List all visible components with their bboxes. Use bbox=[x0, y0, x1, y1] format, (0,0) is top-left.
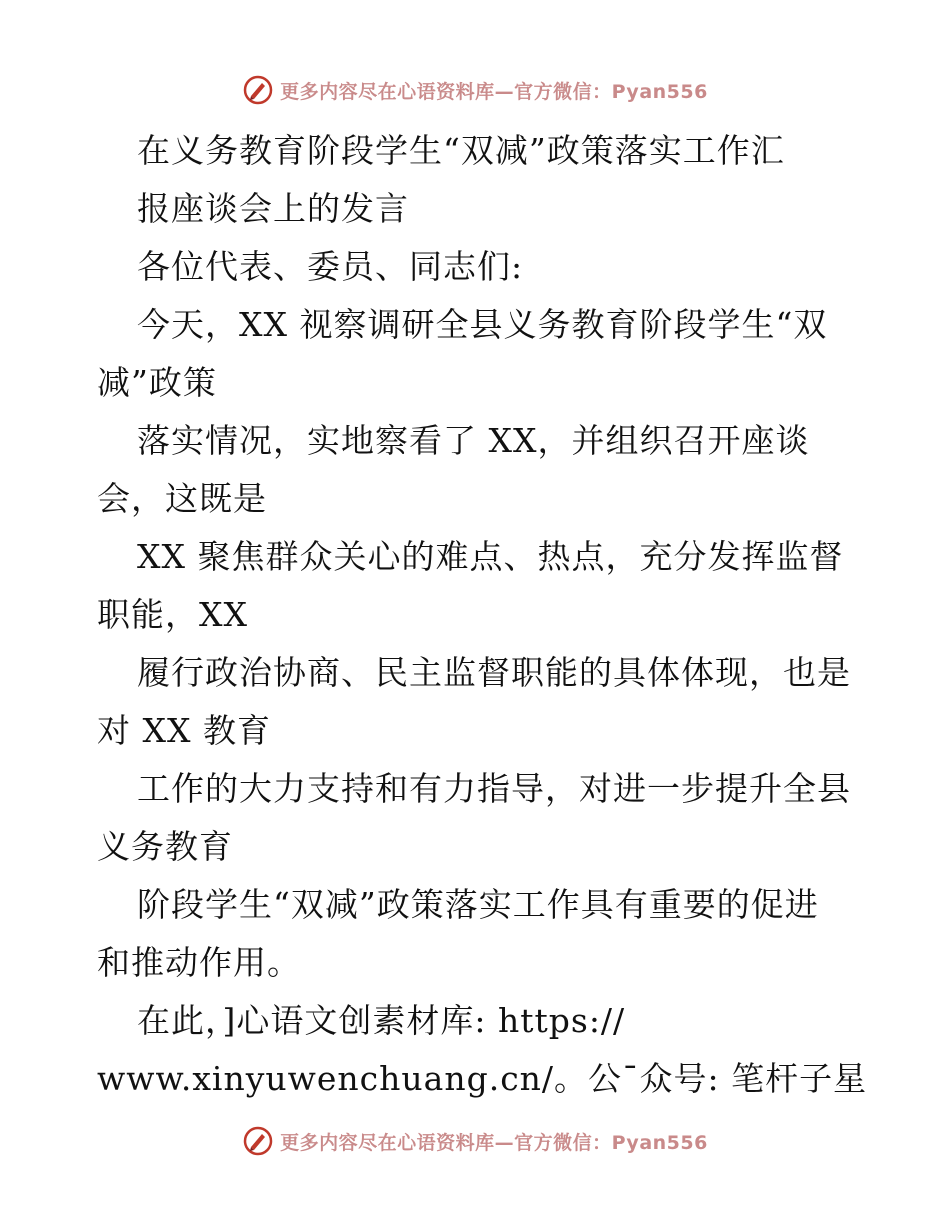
paragraph-line: www.xinyuwenchuang.cn/。公¯众号: 笔杆子星 bbox=[97, 1059, 868, 1098]
title-line-2: 报座谈会上的发言 bbox=[137, 189, 409, 228]
salutation: 各位代表、委员、同志们: bbox=[137, 247, 524, 286]
paragraph-line: 会，这既是 bbox=[97, 479, 267, 518]
paragraph-line: 职能，XX bbox=[97, 595, 248, 634]
paragraph-line: 履行政治协商、民主监督职能的具体体现，也是 bbox=[137, 653, 851, 692]
paragraph-line: 义务教育 bbox=[97, 827, 233, 866]
paragraph-line: 和推动作用。 bbox=[97, 943, 301, 982]
pen-logo-icon bbox=[242, 1125, 274, 1157]
paragraph-line: 对 XX 教育 bbox=[97, 711, 271, 750]
paragraph-line: 减”政策 bbox=[97, 363, 217, 402]
pen-logo-icon bbox=[242, 74, 274, 106]
paragraph-line: 在此，]心语文创素材库: https:// bbox=[137, 1001, 626, 1040]
paragraph-line: 工作的大力支持和有力指导，对进一步提升全县 bbox=[137, 769, 851, 808]
footer-watermark bbox=[0, 1123, 950, 1159]
header-watermark bbox=[0, 72, 950, 108]
watermark-text: 更多内容尽在心语资料库—官方微信：Pyan556 bbox=[280, 80, 708, 103]
paragraph-line: 阶段学生“双减”政策落实工作具有重要的促进 bbox=[137, 885, 819, 924]
watermark-text: 更多内容尽在心语资料库—官方微信：Pyan556 bbox=[280, 1131, 708, 1154]
paragraph-line: 落实情况，实地察看了 XX，并组织召开座谈 bbox=[137, 421, 810, 460]
paragraph-line: 今天，XX 视察调研全县义务教育阶段学生“双 bbox=[137, 305, 828, 344]
document-body bbox=[97, 122, 868, 1108]
title-line-1: 在义务教育阶段学生“双减”政策落实工作汇 bbox=[137, 131, 785, 170]
paragraph-line: XX 聚焦群众关心的难点、热点，充分发挥监督 bbox=[137, 537, 844, 576]
